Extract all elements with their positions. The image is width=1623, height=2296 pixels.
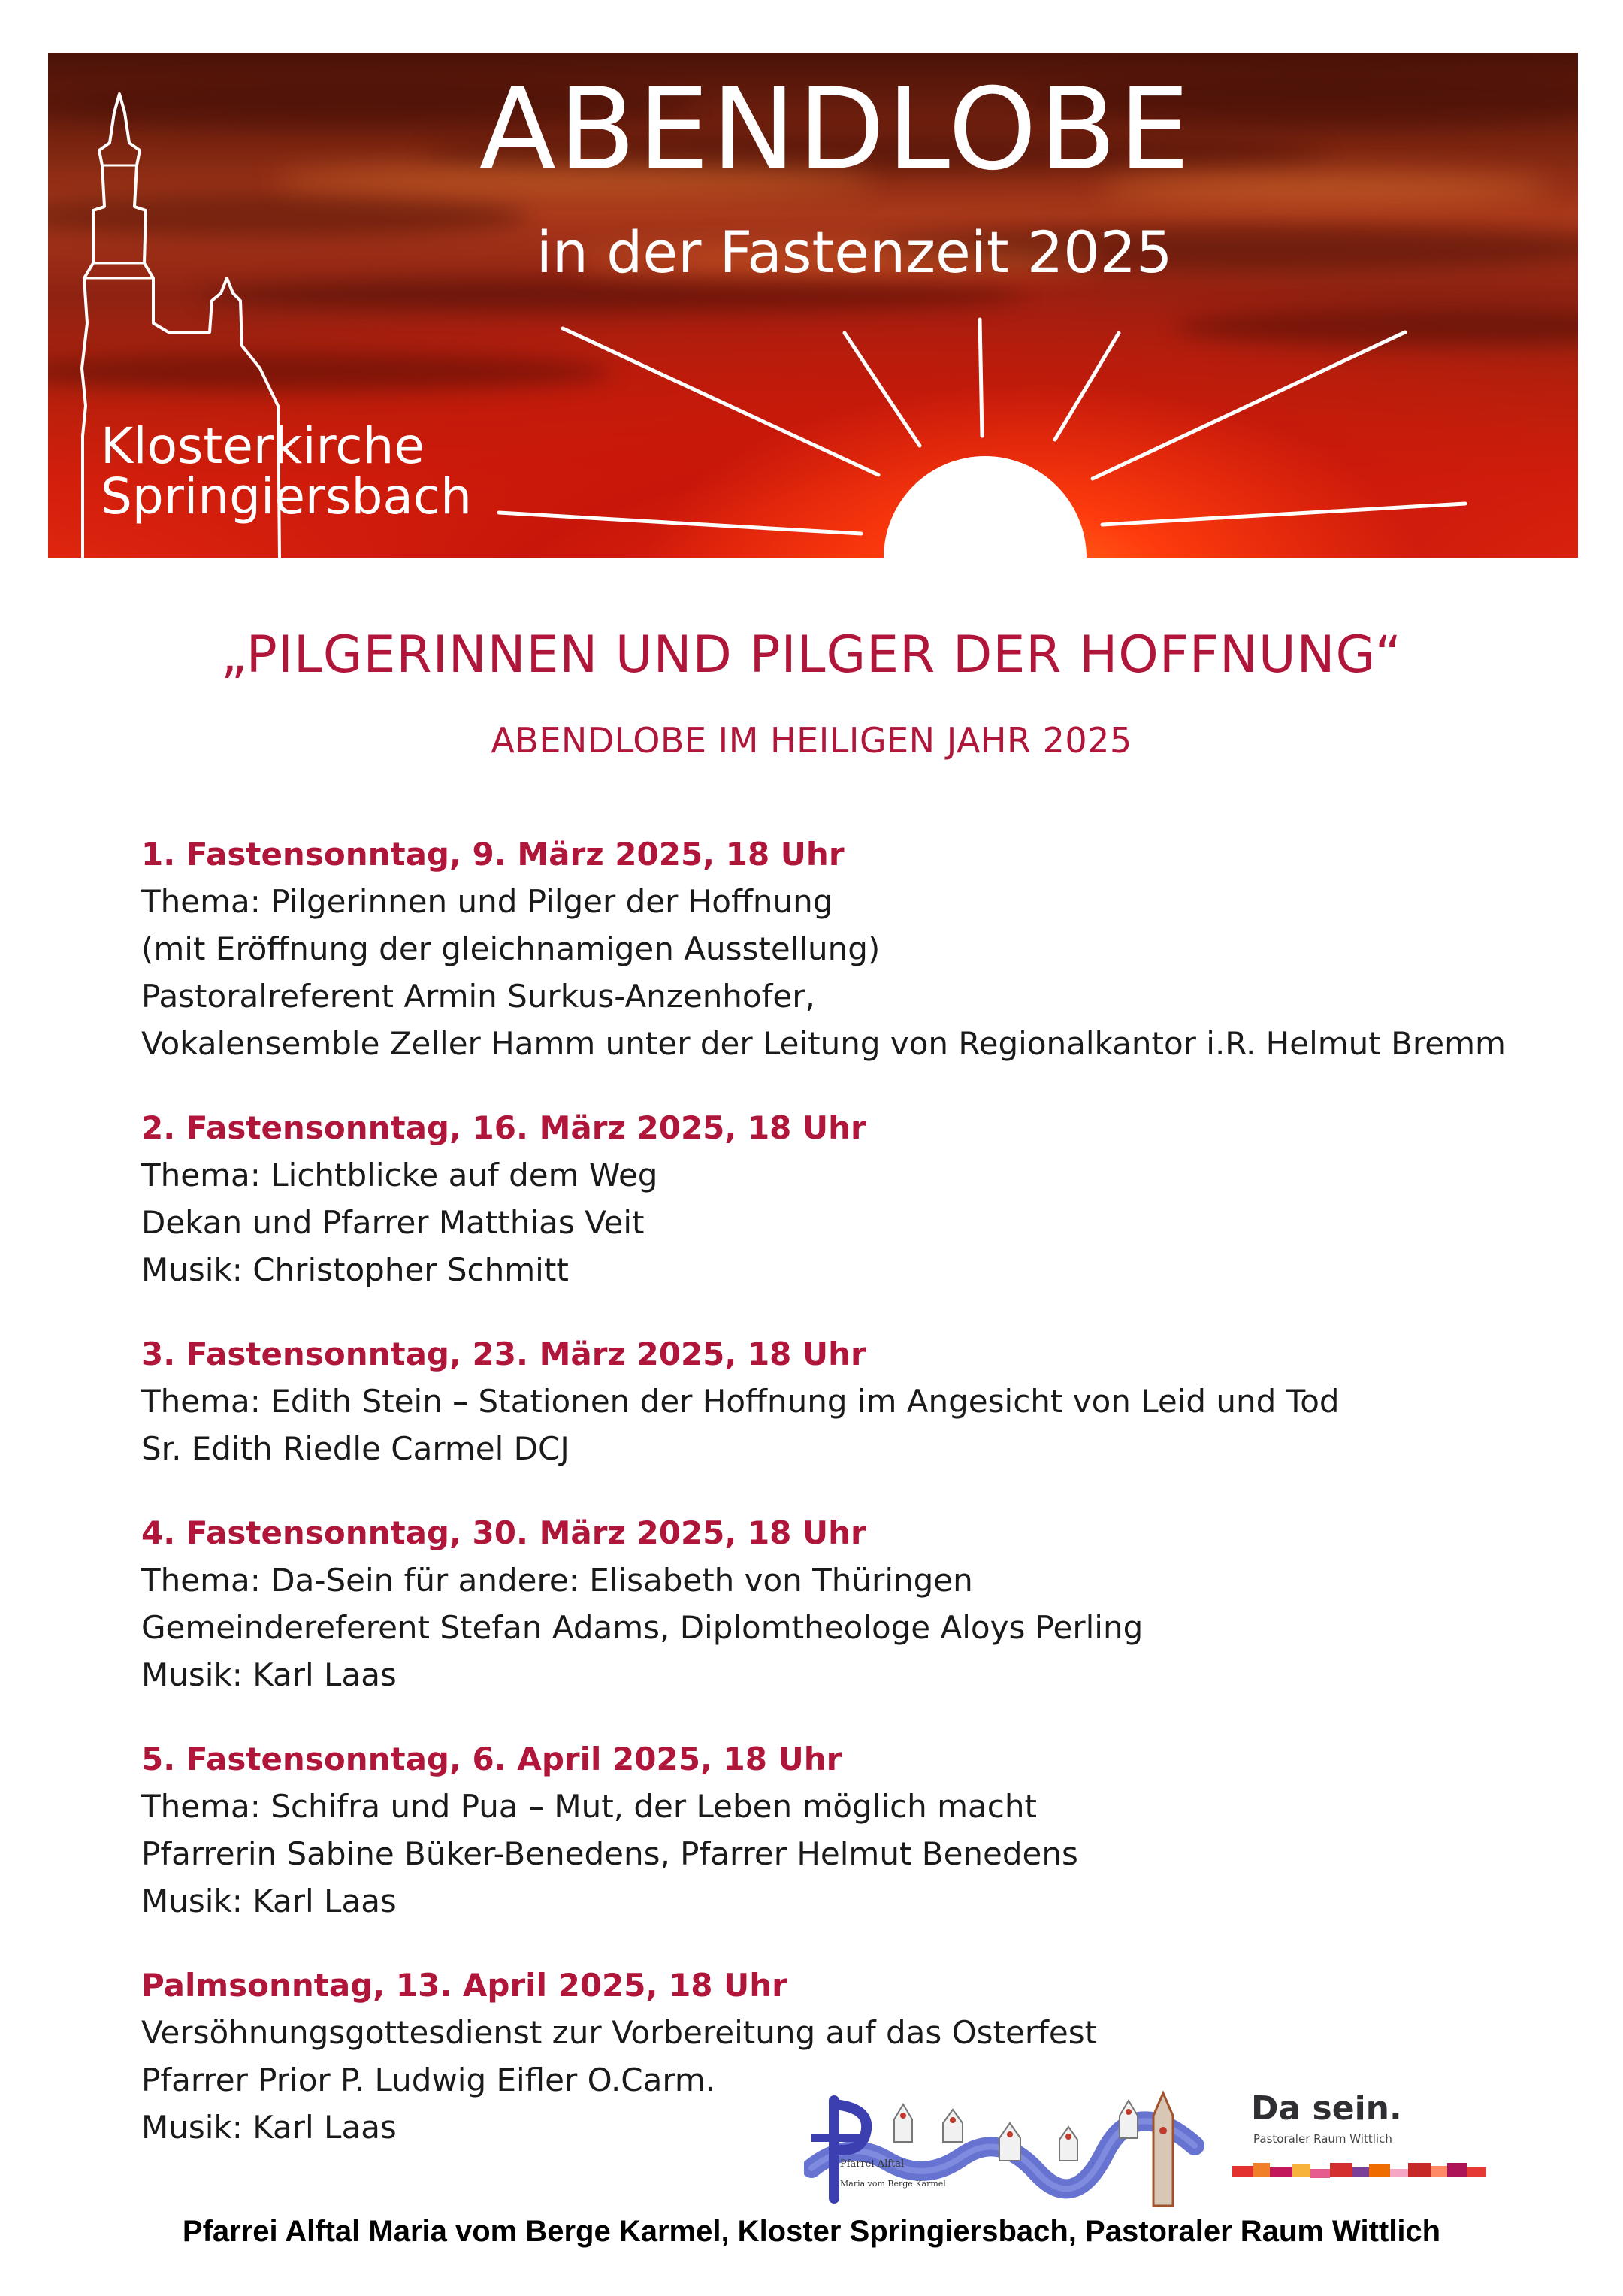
event-topic: Thema: Da-Sein für andere: Elisabeth von Thüringen — [141, 1562, 973, 1599]
event-topic: Thema: Edith Stein – Stationen der Hoffnung im Angesicht von Leid und Tod — [141, 1383, 1340, 1420]
banner-subtitle: in der Fastenzeit 2025 — [536, 219, 1173, 286]
event-music: Musik: Christopher Schmitt — [141, 1251, 569, 1288]
main-heading: „PILGERINNEN UND PILGER DER HOFFNUNG“ — [221, 625, 1402, 685]
event-3 — [141, 1330, 1569, 1472]
pfarrei-alftal-logo — [804, 2086, 1210, 2213]
da-sein-logo — [1232, 2089, 1488, 2187]
event-topic: Thema: Pilgerinnen und Pilger der Hoffnung — [141, 883, 833, 920]
event-speaker: Pfarrer Prior P. Ludwig Eifler O.Carm. — [141, 2062, 716, 2098]
event-speaker: Pfarrerin Sabine Büker-Benedens, Pfarrer Helmut Benedens — [141, 1835, 1078, 1872]
event-date: 3. Fastensonntag, 23. März 2025, 18 Uhr — [141, 1336, 866, 1372]
church-name — [101, 417, 472, 526]
event-date: 1. Fastensonntag, 9. März 2025, 18 Uhr — [141, 836, 845, 873]
event-4 — [141, 1509, 1569, 1699]
sun-icon — [884, 456, 1087, 558]
event-music: Vokalensemble Zeller Hamm unter der Leitung von Regionalkantor i.R. Helmut Bremm — [141, 1025, 1506, 1062]
header-banner — [48, 53, 1578, 558]
event-5 — [141, 1735, 1569, 1925]
alftal-logo-line1: Pfarrei Alftal — [840, 2158, 905, 2170]
event-topic: Thema: Lichtblicke auf dem Weg — [141, 1157, 658, 1193]
sub-heading: ABENDLOBE IM HEILIGEN JAHR 2025 — [491, 720, 1132, 761]
event-topic: Thema: Schifra und Pua – Mut, der Leben möglich macht — [141, 1788, 1037, 1825]
event-music: Musik: Karl Laas — [141, 1656, 397, 1693]
event-topic: Versöhnungsgottesdienst zur Vorbereitung auf das Osterfest — [141, 2014, 1098, 2051]
event-date: 2. Fastensonntag, 16. März 2025, 18 Uhr — [141, 1109, 866, 1146]
event-date: 5. Fastensonntag, 6. April 2025, 18 Uhr — [141, 1741, 842, 1777]
color-stripe-icon — [1232, 2163, 1488, 2186]
event-speaker: Gemeindereferent Stefan Adams, Diplomtheologe Aloys Perling — [141, 1609, 1144, 1646]
event-1 — [141, 830, 1569, 1067]
event-speaker: Pastoralreferent Armin Surkus-Anzenhofer, — [141, 978, 815, 1015]
event-note: (mit Eröffnung der gleichnamigen Ausstellung) — [141, 930, 881, 967]
event-date: 4. Fastensonntag, 30. März 2025, 18 Uhr — [141, 1514, 866, 1551]
event-date: Palmsonntag, 13. April 2025, 18 Uhr — [141, 1967, 787, 2004]
da-sein-subtitle: Pastoraler Raum Wittlich — [1253, 2132, 1392, 2146]
event-music: Musik: Karl Laas — [141, 2109, 397, 2146]
event-music: Musik: Karl Laas — [141, 1883, 397, 1919]
event-speaker: Sr. Edith Riedle Carmel DCJ — [141, 1430, 570, 1467]
event-speaker: Dekan und Pfarrer Matthias Veit — [141, 1204, 645, 1241]
banner-title: ABENDLOBE — [479, 65, 1192, 195]
event-2 — [141, 1104, 1569, 1293]
church-name-line2: Springiersbach — [101, 467, 472, 526]
da-sein-title: Da sein. — [1251, 2089, 1402, 2128]
church-name-line1: Klosterkirche — [101, 417, 425, 475]
footer-text: Pfarrei Alftal Maria vom Berge Karmel, Kloster Springiersbach, Pastoraler Raum Wittlich — [182, 2215, 1441, 2248]
alftal-logo-line2: Maria vom Berge Karmel — [840, 2179, 946, 2189]
event-list — [141, 830, 1569, 2188]
